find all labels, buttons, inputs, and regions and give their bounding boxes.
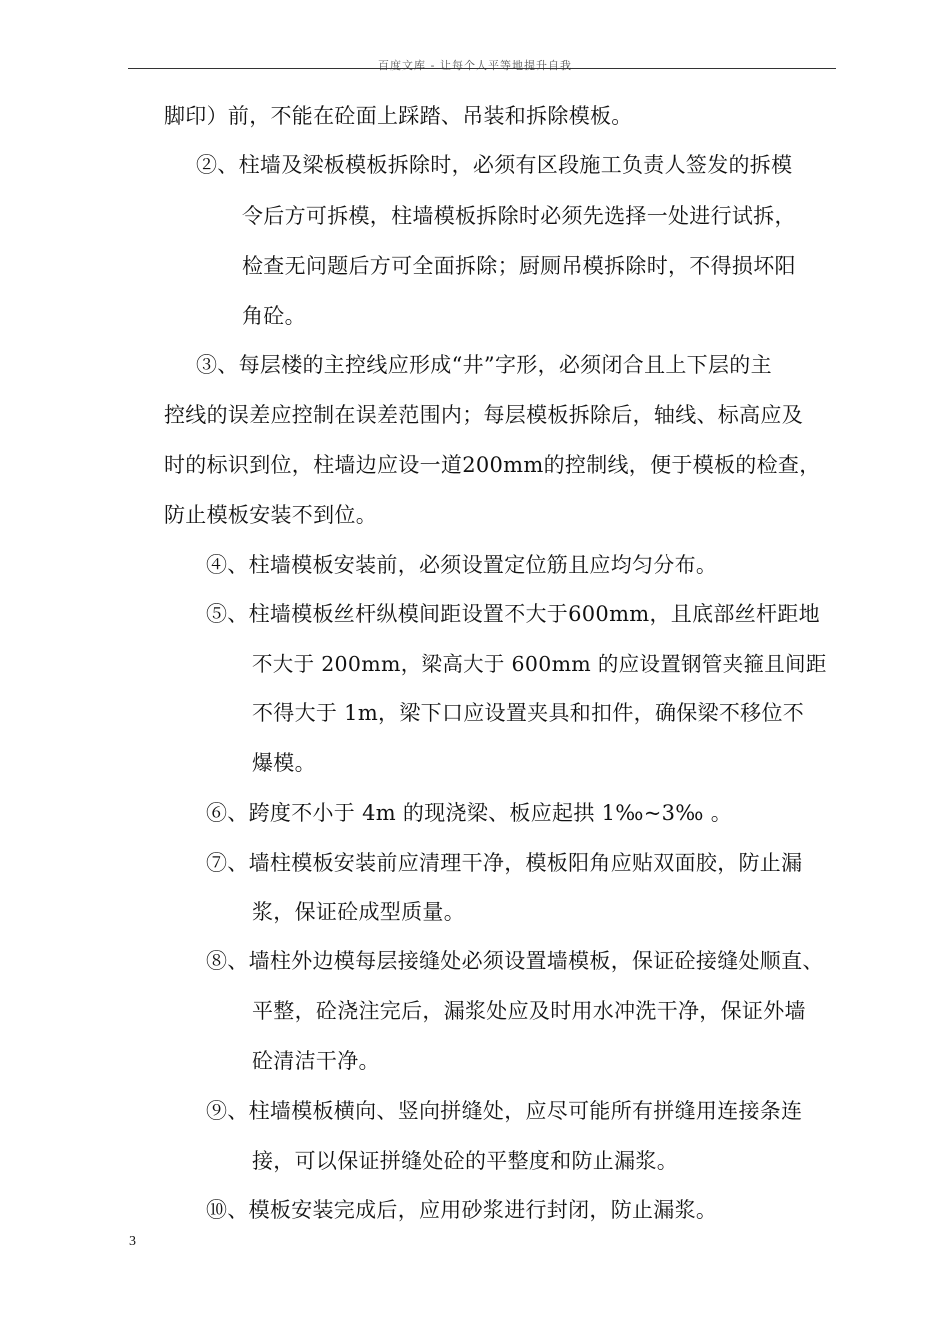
text-line: 砼清洁干净。 xyxy=(252,1049,380,1073)
page-header: 百度文库 - 让每个人平等地提升自我 xyxy=(378,59,572,72)
text-line: ⑩、模板安装完成后，应用砂浆进行封闭，防止漏浆。 xyxy=(206,1198,718,1222)
page-number: 3 xyxy=(129,1234,136,1249)
text-line: 浆，保证砼成型质量。 xyxy=(252,900,465,924)
text-line: ⑦、墙柱模板安装前应清理干净，模板阳角应贴双面胶，防止漏 xyxy=(206,851,803,875)
text-line: ⑤、柱墙模板丝杆纵模间距设置不大于600mm，且底部丝杆距地 xyxy=(206,602,820,626)
header-rule xyxy=(128,68,836,69)
text-line: ②、柱墙及梁板模板拆除时，必须有区段施工负责人签发的拆模 xyxy=(196,153,793,177)
text-line: ④、柱墙模板安装前，必须设置定位筋且应均匀分布。 xyxy=(206,553,718,577)
text-line: 脚印）前，不能在砼面上踩踏、吊装和拆除模板。 xyxy=(164,104,633,128)
text-line: ⑧、墙柱外边模每层接缝处必须设置墙模板，保证砼接缝处顺直、 xyxy=(206,949,824,973)
text-line: 时的标识到位，柱墙边应设一道200mm的控制线，便于模板的检查， xyxy=(164,453,821,477)
text-line: 控线的误差应控制在误差范围内；每层模板拆除后，轴线、标高应及 xyxy=(164,403,803,427)
text-line: ⑨、柱墙模板横向、竖向拼缝处，应尽可能所有拼缝用连接条连 xyxy=(206,1099,803,1123)
text-line: 角砼。 xyxy=(242,304,306,328)
text-line: ⑥、跨度不小于 4m 的现浇梁、板应起拱 1‰~3‰ 。 xyxy=(206,801,733,825)
text-line: 接，可以保证拼缝处砼的平整度和防止漏浆。 xyxy=(252,1149,678,1173)
text-line: 爆模。 xyxy=(252,751,316,775)
text-line: 平整，砼浇注完后，漏浆处应及时用水冲洗干净，保证外墙 xyxy=(252,999,806,1023)
text-line: 令后方可拆模，柱墙模板拆除时必须先选择一处进行试拆， xyxy=(242,204,796,228)
text-line: 防止模板安装不到位。 xyxy=(164,503,377,527)
text-line: 不大于 200mm，梁高大于 600mm 的应设置钢管夹箍且间距 xyxy=(252,652,827,676)
text-line: 检查无问题后方可全面拆除；厨厕吊模拆除时，不得损坏阳 xyxy=(242,254,796,278)
text-line: ③、每层楼的主控线应形成“井”字形，必须闭合且上下层的主 xyxy=(196,353,772,377)
text-line: 不得大于 1m，梁下口应设置夹具和扣件，确保梁不移位不 xyxy=(252,701,805,725)
